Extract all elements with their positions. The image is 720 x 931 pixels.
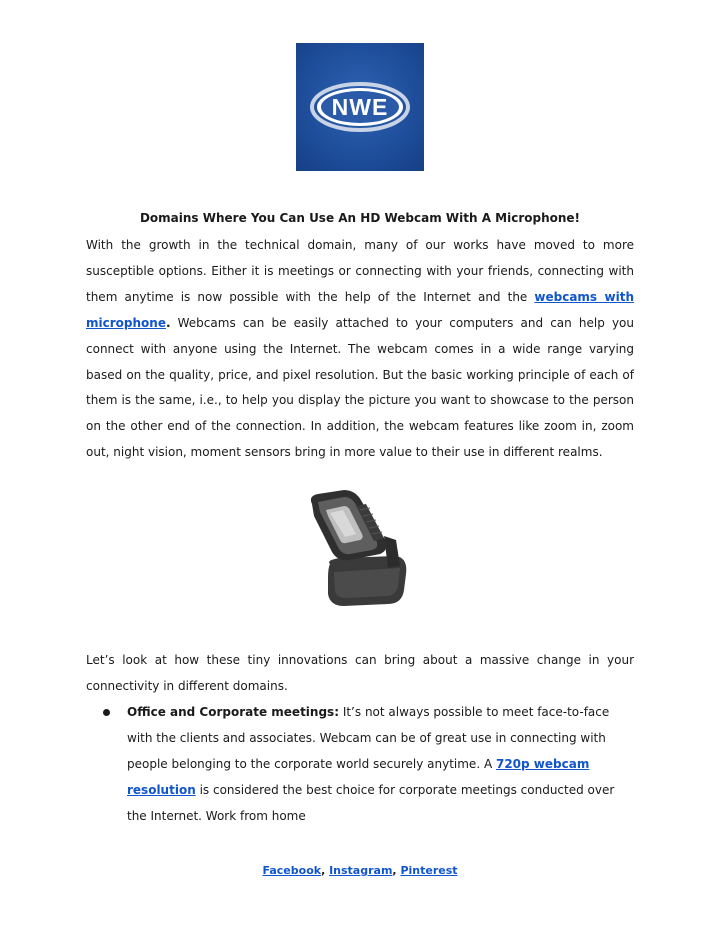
- 720p-webcam-resolution-link[interactable]: 720p webcam resolution: [127, 756, 590, 797]
- bullet-office-meetings: [127, 700, 635, 830]
- bullet-heading: Office and Corporate meetings:: [127, 705, 339, 719]
- intro-text-after: Webcams can be easily attached to your computers and can help you connect with anyone using the Internet. The webcam comes in a wide range varying based on the quality, price, and pixel resolution. But the basic working principle of each of them is the same, i.e., to help you display the picture you want to showcase to the person on the other end of the connection. In addition, the webcam features like zoom in, zoom out, night vision, moment sensors bring in more value to their use in different realms.: [86, 315, 634, 460]
- domains-intro-paragraph: Let’s look at how these tiny innovations can bring about a massive change in your connectivity in different domains.: [86, 653, 634, 693]
- nwe-logo-icon: [296, 43, 424, 171]
- bullet-text-after: is considered the best choice for corporate meetings conducted over the Internet. Work from home: [127, 782, 615, 823]
- footer-separator: ,: [321, 864, 330, 877]
- logo-text: NWE: [331, 94, 389, 120]
- facebook-link[interactable]: Facebook: [262, 864, 322, 877]
- bullet-point-icon: [103, 709, 110, 716]
- webcam-image: [300, 486, 412, 614]
- intro-text-before: With the growth in the technical domain, many of our works have moved to more susceptible options. Either it is meetings or connecting with your friends, connecting with them anytime is now possible with the help of the Internet and the: [86, 238, 634, 304]
- webcams-with-microphone-link[interactable]: webcams with microphone: [86, 289, 635, 330]
- footer-social-links: [0, 862, 720, 880]
- link-period: .: [165, 315, 171, 330]
- intro-paragraph: [86, 233, 634, 466]
- instagram-link[interactable]: Instagram: [329, 864, 393, 877]
- footer-separator: ,: [392, 864, 401, 877]
- nwe-logo: [296, 43, 424, 171]
- page-title: Domains Where You Can Use An HD Webcam With A Microphone!: [139, 211, 581, 225]
- pinterest-link[interactable]: Pinterest: [400, 864, 458, 877]
- bullet-text-before: It’s not always possible to meet face-to-face with the clients and associates. Webcam can be of great use in connecting with people belonging to the corporate world securely anytime. A: [127, 705, 610, 771]
